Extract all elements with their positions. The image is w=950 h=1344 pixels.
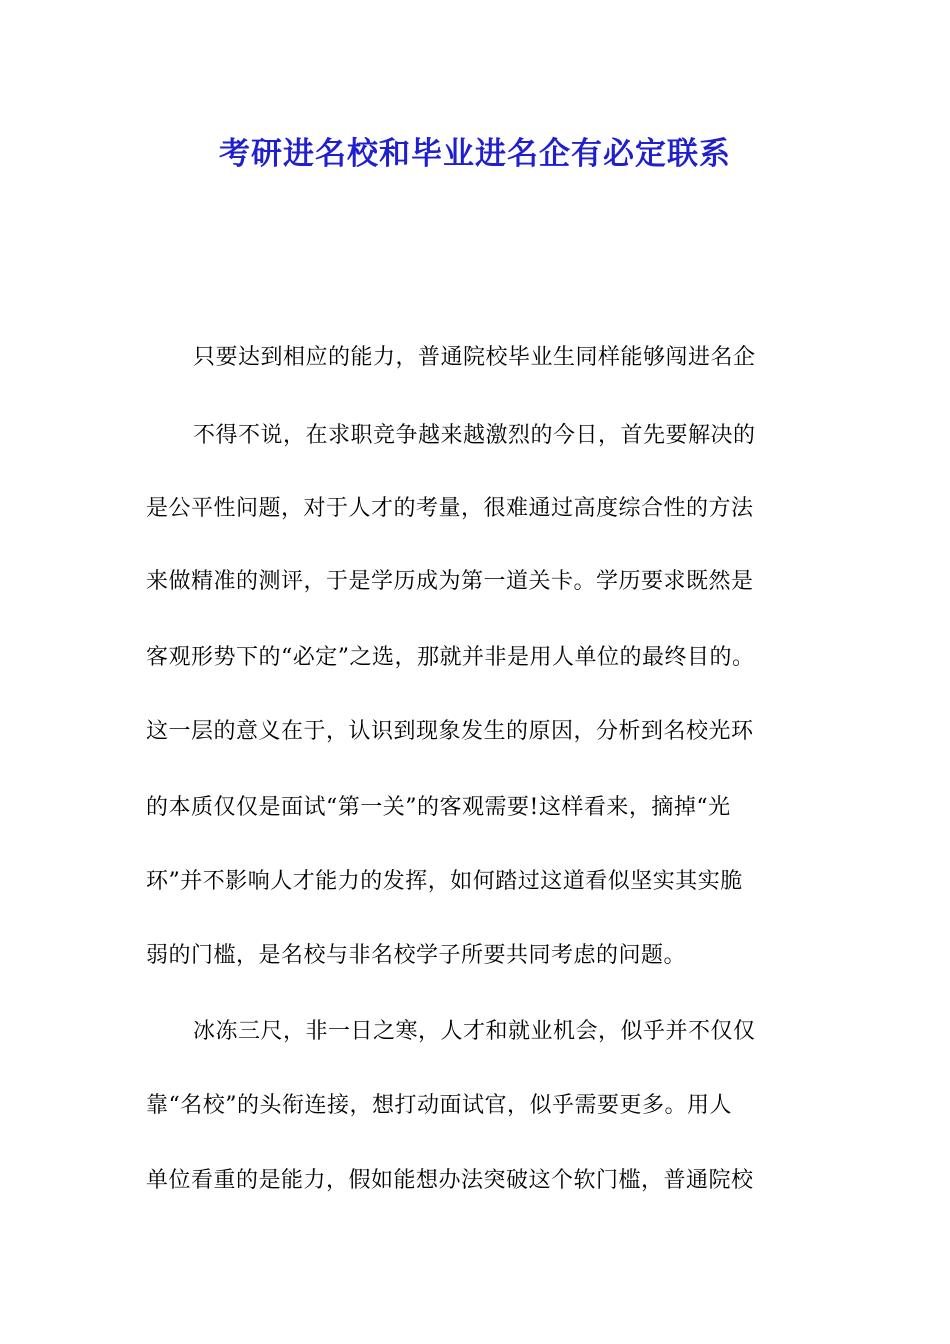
- document-title: 考研进名校和毕业进名企有必定联系: [219, 136, 731, 172]
- paragraph-line: 单位看重的是能力，假如能想办法突破这个软门槛，普通院校: [146, 1168, 754, 1193]
- paragraph-line: 来做精准的测评，于是学历成为第一道关卡。学历要求既然是: [146, 569, 754, 594]
- paragraph-line: 客观形势下的“必定”之选，那就并非是用人单位的最终目的。: [146, 645, 755, 670]
- paragraph-line: 靠“名校”的头衔连接，想打动面试官，似乎需要更多。用人: [146, 1093, 732, 1118]
- paragraph-line: 只要达到相应的能力，普通院校毕业生同样能够闯进名企: [193, 345, 756, 370]
- paragraph-line: 这一层的意义在于，认识到现象发生的原因，分析到名校光环: [146, 719, 754, 744]
- paragraph-line: 冰冻三尺，非一日之寒，人才和就业机会，似乎并不仅仅: [193, 1019, 756, 1044]
- paragraph-line: 的本质仅仅是面试“第一关”的客观需要!这样看来，摘掉“光: [146, 795, 731, 820]
- paragraph-line: 不得不说，在求职竞争越来越激烈的今日，首先要解决的: [193, 423, 756, 448]
- paragraph-line: 是公平性问题，对于人才的考量，很难通过高度综合性的方法: [146, 496, 754, 521]
- paragraph-line: 弱的门槛，是名校与非名校学子所要共同考虑的问题。: [146, 943, 687, 968]
- paragraph-line: 环”并不影响人才能力的发挥，如何踏过这道看似坚实其实脆: [146, 869, 743, 894]
